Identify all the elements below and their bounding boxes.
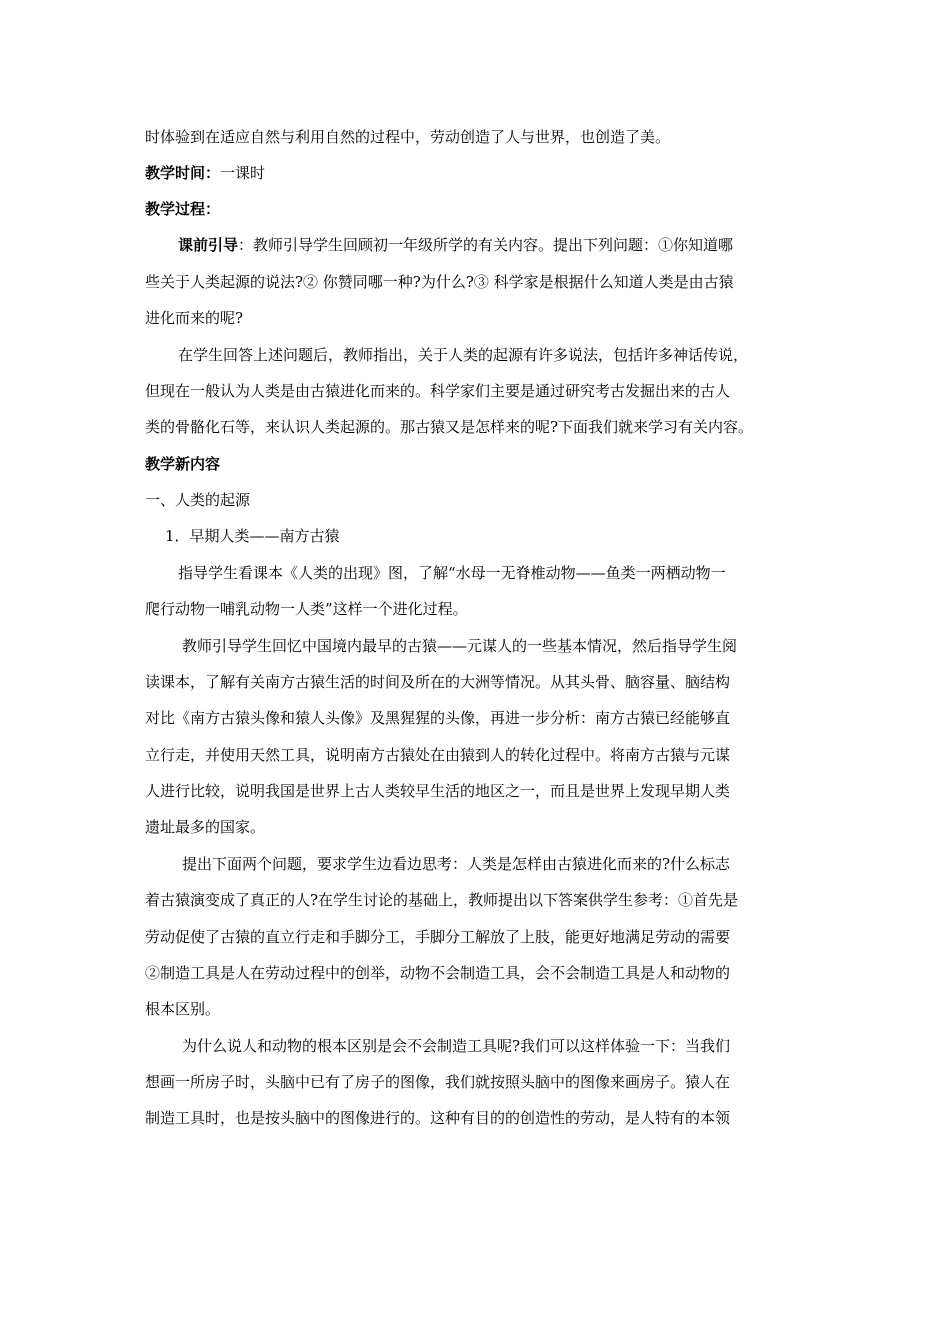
paragraph-line: 读课本，了解有关南方古猿生活的时间及所在的大洲等情况。从其头骨、脑容量、脑结构: [145, 673, 731, 691]
pre-class-text: ：教师引导学生回顾初一年级所学的有关内容。提出下列问题：①你知道哪: [238, 236, 734, 254]
teaching-time-label: 教学时间：: [145, 164, 221, 182]
new-content-heading: 教学新内容: [145, 455, 221, 473]
paragraph-line: 进化而来的呢?: [145, 309, 244, 327]
paragraph-line: 指导学生看课本《人类的出现》图，了解“水母一无脊椎动物——鱼类一两栖动物一: [178, 564, 726, 582]
paragraph-line: 人进行比较，说明我国是世界上古人类较早生活的地区之一，而且是世界上发现早期人类: [145, 782, 731, 800]
pre-class-line: [178, 236, 733, 254]
paragraph-line: 遗址最多的国家。: [145, 818, 266, 836]
pre-class-label: 课前引导: [178, 236, 239, 254]
paragraph-line: 制造工具时，也是按头脑中的图像进行的。这种有目的的创造性的劳动，是人特有的本领: [145, 1109, 731, 1127]
subsection-heading: 1．早期人类——南方古猿: [165, 527, 340, 545]
paragraph-line: 但现在一般认为人类是由古猿进化而来的。科学家们主要是通过研究考古发掘出来的古人: [145, 382, 731, 400]
section-heading: 一、人类的起源: [145, 491, 251, 509]
paragraph-line: 着古猿演变成了真正的人?在学生讨论的基础上，教师提出以下答案供学生参考：①首先是: [145, 891, 739, 909]
paragraph-line: ②制造工具是人在劳动过程中的创举，动物不会制造工具，会不会制造工具是人和动物的: [145, 964, 731, 982]
paragraph-line: 根本区别。: [145, 1000, 221, 1018]
paragraph-line: 立行走，并使用天然工具，说明南方古猿处在由猿到人的转化过程中。将南方古猿与元谋: [145, 746, 731, 764]
paragraph-line: 些关于人类起源的说法?② 你赞同哪一种?为什么?③ 科学家是根据什么知道人类是由古猿: [145, 273, 734, 291]
paragraph-line: 类的骨骼化石等，来认识人类起源的。那古猿又是怎样来的呢?下面我们就来学习有关内容。: [145, 418, 754, 436]
teaching-time: [145, 164, 265, 182]
paragraph-line: 教师引导学生回忆中国境内最早的古猿——元谋人的一些基本情况，然后指导学生阅: [182, 637, 738, 655]
paragraph-line: 提出下面两个问题，要求学生边看边思考：人类是怎样由古猿进化而来的?什么标志: [182, 855, 731, 873]
teaching-time-value: 一课时: [220, 164, 266, 182]
paragraph-line: 对比《南方古猿头像和猿人头像》及黑猩猩的头像，再进一步分析：南方古猿已经能够直: [145, 709, 731, 727]
teaching-process-heading: 教学过程：: [145, 200, 221, 218]
paragraph-line: 时体验到在适应自然与利用自然的过程中，劳动创造了人与世界，也创造了美。: [145, 128, 671, 146]
paragraph-line: 爬行动物一哺乳动物一人类”这样一个进化过程。: [145, 600, 468, 618]
paragraph-line: 在学生回答上述问题后，教师指出，关于人类的起源有许多说法，包括许多神话传说，: [178, 346, 749, 364]
paragraph-line: 劳动促使了古猿的直立行走和手脚分工，手脚分工解放了上肢，能更好地满足劳动的需要: [145, 928, 731, 946]
paragraph-line: 想画一所房子时，头脑中已有了房子的图像，我们就按照头脑中的图像来画房子。猿人在: [145, 1073, 731, 1091]
paragraph-line: 为什么说人和动物的根本区别是会不会制造工具呢?我们可以这样体验一下：当我们: [182, 1037, 731, 1055]
